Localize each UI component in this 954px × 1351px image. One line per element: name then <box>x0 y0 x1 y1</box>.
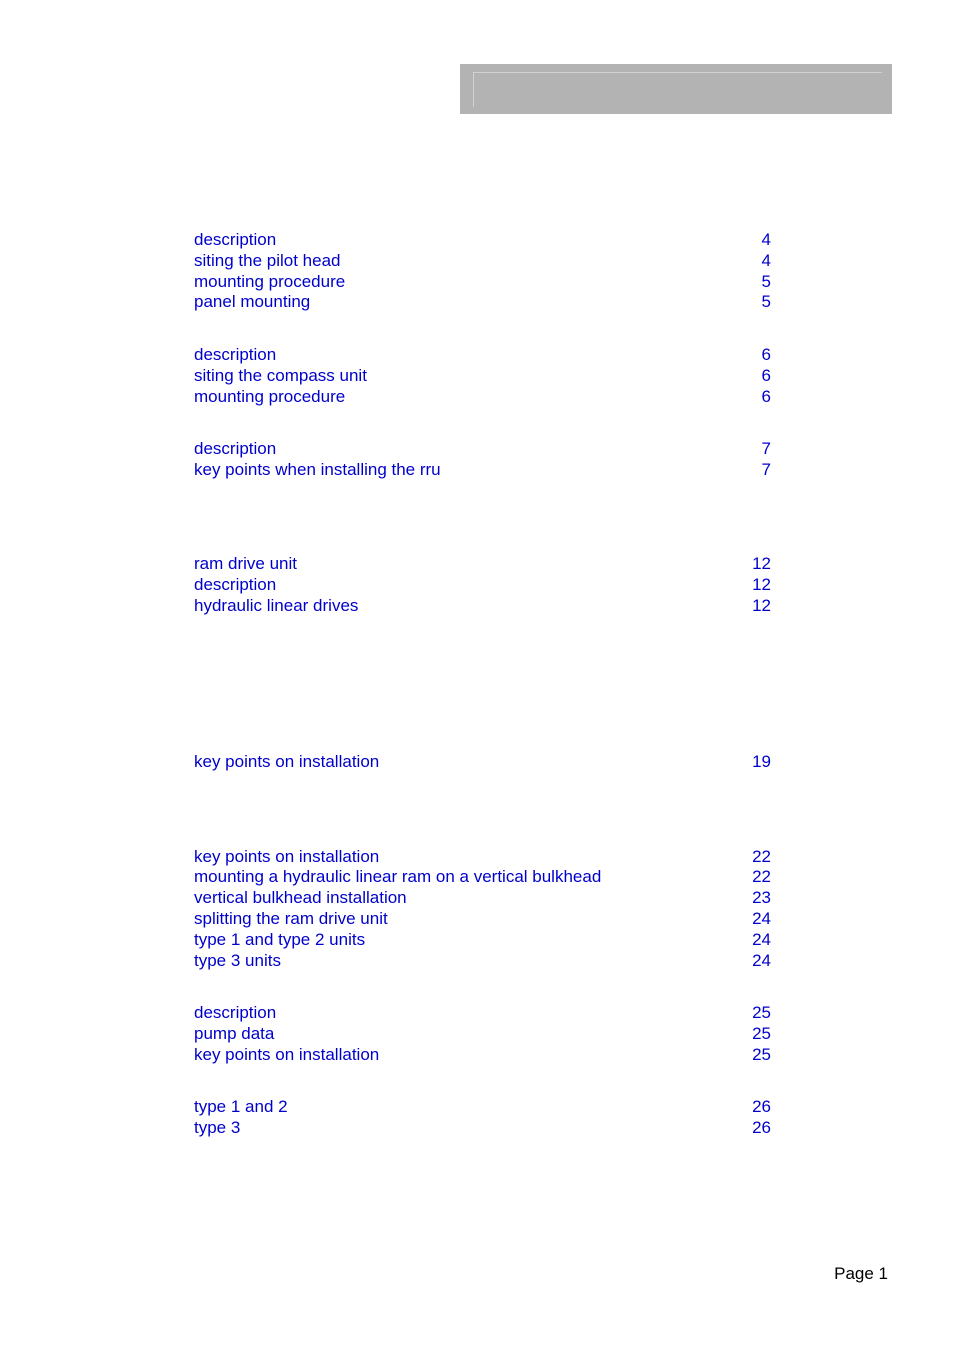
toc-entry-label[interactable]: key points on installation <box>194 1044 380 1064</box>
toc-entry[interactable] <box>194 867 771 888</box>
toc-entry-page[interactable]: 24 <box>752 929 771 949</box>
toc-entry[interactable] <box>194 272 771 293</box>
toc-entry-label[interactable]: type 1 and type 2 units <box>194 929 366 949</box>
toc-group <box>194 1003 771 1065</box>
toc-entry-page[interactable]: 24 <box>752 950 771 970</box>
header-bar-inset <box>473 72 882 107</box>
toc-entry-label[interactable]: siting the compass unit <box>194 365 367 385</box>
toc-group <box>194 847 771 972</box>
toc-entry-label[interactable]: key points on installation <box>194 846 380 866</box>
toc-entry-label[interactable]: description <box>194 574 277 594</box>
toc-entry[interactable] <box>194 888 771 909</box>
toc-entry-page[interactable]: 12 <box>752 595 771 615</box>
toc-entry-label[interactable]: description <box>194 1003 277 1023</box>
toc-entry-label[interactable]: vertical bulkhead installation <box>194 888 407 908</box>
toc-entry[interactable] <box>194 847 771 868</box>
toc-entry-label[interactable]: key points when installing the rru <box>194 459 441 479</box>
toc-entry-page[interactable]: 4 <box>761 230 771 249</box>
toc-entry[interactable] <box>194 230 771 251</box>
toc-entry[interactable] <box>194 345 771 366</box>
toc-entry[interactable] <box>194 292 771 313</box>
toc-entry-page[interactable]: 25 <box>752 1044 771 1064</box>
toc-entry-page[interactable]: 6 <box>761 365 771 385</box>
page-number: Page 1 <box>834 1264 888 1283</box>
toc-entry-label[interactable]: mounting procedure <box>194 386 346 406</box>
toc-group <box>194 230 771 313</box>
toc-entry[interactable] <box>194 575 771 596</box>
toc-entry-label[interactable]: hydraulic linear drives <box>194 595 359 615</box>
toc-entry-page[interactable]: 26 <box>752 1097 771 1117</box>
toc-entry[interactable] <box>194 1097 771 1118</box>
toc-entry-label[interactable]: type 1 and 2 <box>194 1097 288 1117</box>
toc-entry-label[interactable]: key points on installation <box>194 752 380 772</box>
toc-entry[interactable] <box>194 596 771 617</box>
toc-entry-label[interactable]: panel mounting <box>194 292 311 312</box>
toc-entry-page[interactable]: 6 <box>761 386 771 406</box>
toc-entry-label[interactable]: mounting a hydraulic linear ram on a vertical bulkhead <box>194 867 602 887</box>
toc-entry-label[interactable]: mounting procedure <box>194 271 346 291</box>
toc-entry-label[interactable]: type 3 units <box>194 950 281 970</box>
table-of-contents <box>194 230 771 1139</box>
toc-entry[interactable] <box>194 1045 771 1066</box>
toc-group <box>194 554 771 616</box>
toc-group <box>194 439 771 481</box>
toc-entry-page[interactable]: 26 <box>752 1118 771 1138</box>
toc-entry[interactable] <box>194 752 771 773</box>
toc-entry-page[interactable]: 23 <box>752 888 771 908</box>
toc-entry[interactable] <box>194 251 771 272</box>
toc-entry-label[interactable]: ram drive unit <box>194 554 297 574</box>
toc-entry[interactable] <box>194 1003 771 1024</box>
toc-entry-page[interactable]: 22 <box>752 846 771 866</box>
toc-entry-page[interactable]: 4 <box>761 250 771 270</box>
toc-entry-label[interactable]: type 3 <box>194 1118 241 1138</box>
toc-entry[interactable] <box>194 460 771 481</box>
toc-entry-page[interactable]: 22 <box>752 867 771 887</box>
toc-group <box>194 752 771 773</box>
toc-entry[interactable] <box>194 951 771 972</box>
toc-entry-page[interactable]: 25 <box>752 1003 771 1023</box>
toc-entry-page[interactable]: 7 <box>761 439 771 459</box>
toc-entry[interactable] <box>194 554 771 575</box>
toc-entry-label[interactable]: description <box>194 439 277 459</box>
toc-entry[interactable] <box>194 366 771 387</box>
toc-entry-label[interactable]: description <box>194 344 277 364</box>
toc-entry-page[interactable]: 6 <box>761 344 771 364</box>
toc-entry-page[interactable]: 12 <box>752 574 771 594</box>
toc-entry-page[interactable]: 24 <box>752 908 771 928</box>
toc-entry-label[interactable]: description <box>194 230 277 249</box>
toc-entry-page[interactable]: 5 <box>761 292 771 312</box>
toc-entry-page[interactable]: 5 <box>761 271 771 291</box>
toc-entry-page[interactable]: 7 <box>761 459 771 479</box>
toc-entry-page[interactable]: 19 <box>752 752 771 772</box>
header-bar <box>460 64 892 114</box>
toc-entry-label[interactable]: splitting the ram drive unit <box>194 908 388 928</box>
toc-entry[interactable] <box>194 387 771 408</box>
toc-entry-page[interactable]: 25 <box>752 1023 771 1043</box>
toc-entry[interactable] <box>194 439 771 460</box>
toc-entry-label[interactable]: siting the pilot head <box>194 250 341 270</box>
toc-entry[interactable] <box>194 909 771 930</box>
toc-entry[interactable] <box>194 1118 771 1139</box>
toc-group <box>194 345 771 407</box>
toc-entry-label[interactable]: pump data <box>194 1023 275 1043</box>
toc-group <box>194 1097 771 1139</box>
toc-entry[interactable] <box>194 930 771 951</box>
toc-entry[interactable] <box>194 1024 771 1045</box>
toc-entry-page[interactable]: 12 <box>752 554 771 574</box>
